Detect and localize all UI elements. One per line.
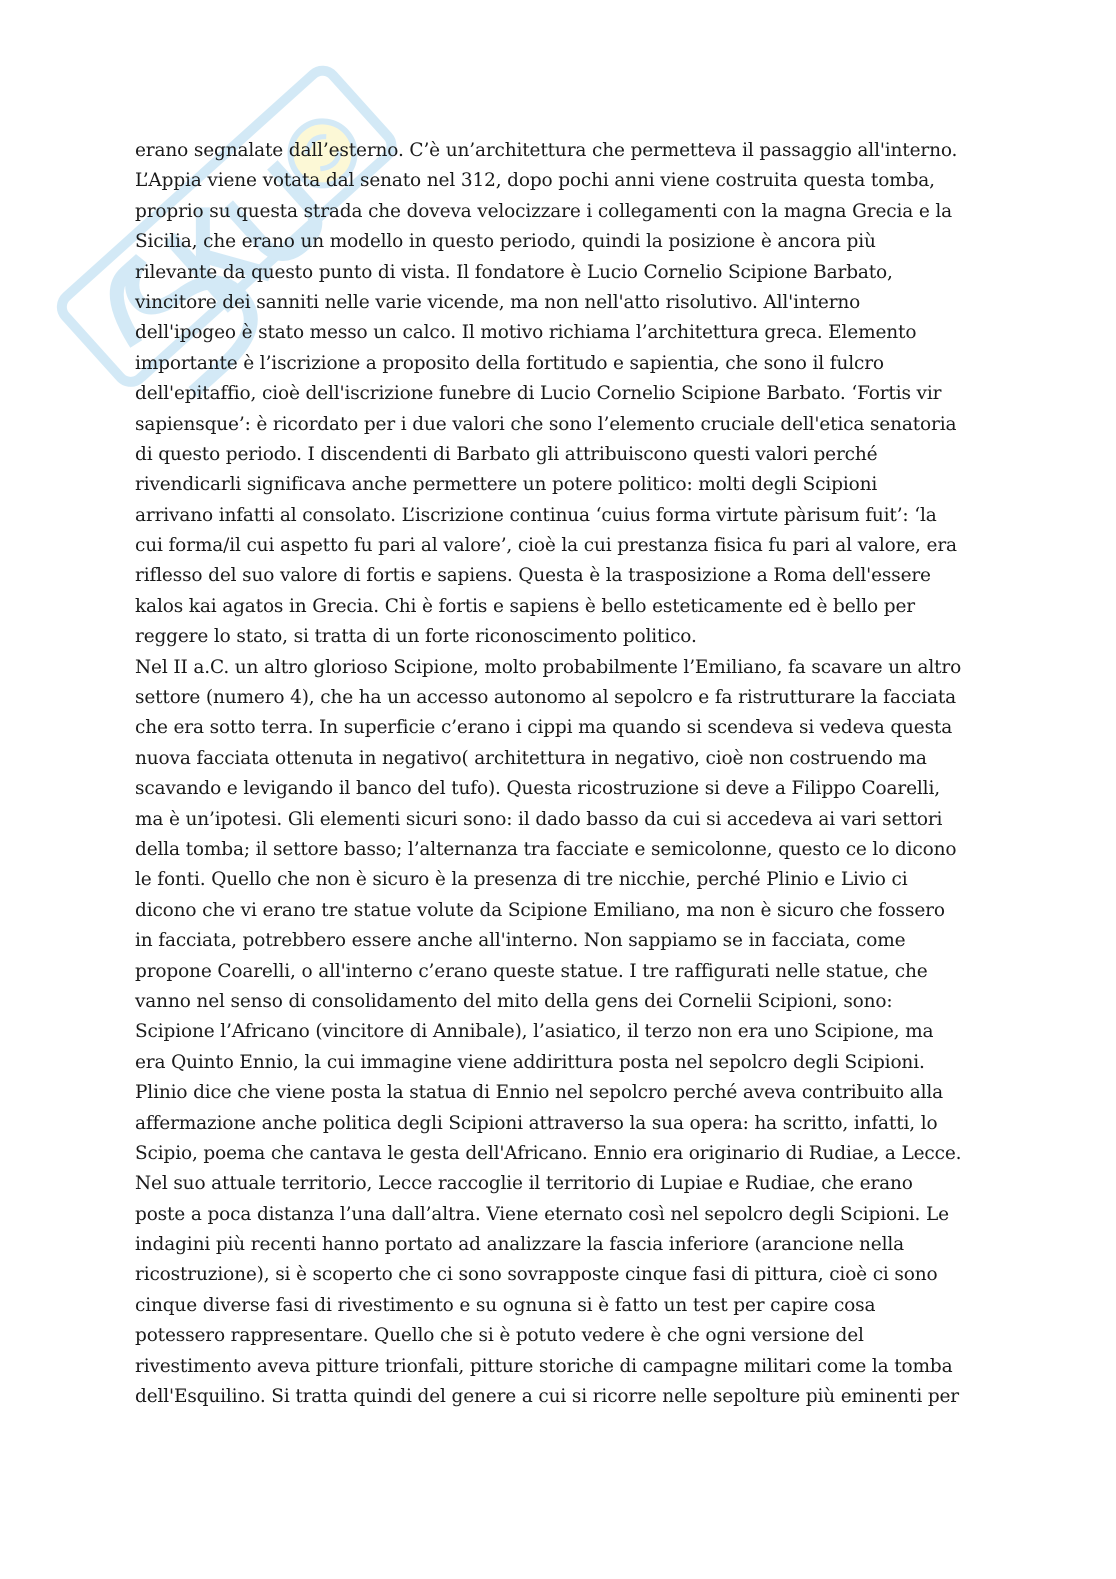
text-line: kalos kai agatos in Grecia. Chi è fortis e sapiens è bello esteticamente ed è bello per [135,595,915,617]
text-line: vincitore dei sanniti nelle varie vicende, ma non nell'atto risolutivo. All'interno [135,291,861,313]
text-line: importante è l’iscrizione a proposito della fortitudo e sapientia, che sono il fulcro [135,352,884,374]
body-text [135,136,985,1412]
text-line: affermazione anche politica degli Scipioni attraverso la sua opera: ha scritto, infatti, lo [135,1112,938,1134]
text-line: cinque diverse fasi di rivestimento e su ognuna si è fatto un test per capire cosa [135,1294,876,1316]
text-line: era Quinto Ennio, la cui immagine viene addirittura posta nel sepolcro degli Scipioni. [135,1051,925,1073]
text-line: di questo periodo. I discendenti di Barbato gli attribuiscono questi valori perché [135,443,878,465]
text-line: erano segnalate dall’esterno. C’è un’architettura che permetteva il passaggio all'interno. [135,140,958,161]
text-line: rivendicarli significava anche permettere un potere politico: molti degli Scipioni [135,474,878,496]
text-line: propone Coarelli, o all'interno c’erano queste statue. I tre raffigurati nelle statue, che [135,960,928,982]
text-line: che era sotto terra. In superficie c’erano i cippi ma quando si scendeva si vedeva questa [135,717,953,739]
text-line: nuova facciata ottenuta in negativo( architettura in negativo, cioè non costruendo ma [135,747,927,769]
text-line: della tomba; il settore basso; l’alternanza tra facciate e semicolonne, questo ce lo dicono [135,838,957,860]
text-line: poste a poca distanza l’una dall’altra. Viene eternato così nel sepolcro degli Scipioni. Le [135,1203,949,1225]
text-line: arrivano infatti al consolato. L’iscrizione continua ‘cuius forma virtute pàrisum fuit’: ‘la [135,504,937,526]
text-line: riflesso del suo valore di fortis e sapiens. Questa è la trasposizione a Roma dell'essere [135,565,931,587]
text-line: ma è un’ipotesi. Gli elementi sicuri sono: il dado basso da cui si accedeva ai vari settori [135,808,943,830]
text-line: Sicilia, che erano un modello in questo periodo, quindi la posizione è ancora più [135,231,876,253]
text-line: Plinio dice che viene posta la statua di Ennio nel sepolcro perché aveva contribuito alla [135,1082,944,1104]
text-line: ricostruzione), si è scoperto che ci sono sovrapposte cinque fasi di pittura, cioè ci sono [135,1264,938,1286]
text-line: reggere lo stato, si tratta di un forte riconoscimento politico. [135,626,697,648]
text-line: le fonti. Quello che non è sicuro è la presenza di tre nicchie, perché Plinio e Livio ci [135,869,908,891]
text-line: Nel II a.C. un altro glorioso Scipione, molto probabilmente l’Emiliano, fa scavare un altro [135,656,962,678]
text-line: scavando e levigando il banco del tufo). Questa ricostruzione si deve a Filippo Coarelli, [135,778,940,800]
text-line: potessero rappresentare. Quello che si è potuto vedere è che ogni versione del [135,1325,864,1347]
text-line: rivestimento aveva pitture trionfali, pitture storiche di campagne militari come la tomba [135,1355,953,1377]
text-line: dell'ipogeo è stato messo un calco. Il motivo richiama l’architettura greca. Elemento [135,322,917,344]
text-line: vanno nel senso di consolidamento del mito della gens dei Cornelii Scipioni, sono: [135,990,893,1012]
text-line: Scipione l’Africano (vincitore di Annibale), l’asiatico, il terzo non era uno Scipione, ma [135,1021,934,1043]
text-line: dicono che vi erano tre statue volute da Scipione Emiliano, ma non è sicuro che fossero [135,899,945,921]
text-line: Scipio, poema che cantava le gesta dell'Africano. Ennio era originario di Rudiae, a Lecce. [135,1142,962,1164]
text-line: proprio su questa strada che doveva velocizzare i collegamenti con la magna Grecia e la [135,200,953,222]
text-line: Nel suo attuale territorio, Lecce raccoglie il territorio di Lupiae e Rudiae, che erano [135,1173,913,1195]
text-line: L’Appia viene votata dal senato nel 312, dopo pochi anni viene costruita questa tomba, [135,170,935,192]
text-line: settore (numero 4), che ha un accesso autonomo al sepolcro e fa ristrutturare la facciata [135,687,956,709]
text-line: rilevante da questo punto di vista. Il fondatore è Lucio Cornelio Scipione Barbato, [135,261,893,283]
text-line: dell'Esquilino. Si tratta quindi del genere a cui si ricorre nelle sepolture più eminenti per [135,1386,959,1408]
text-line: in facciata, potrebbero essere anche all'interno. Non sappiamo se in facciata, come [135,930,906,952]
text-line: cui forma/il cui aspetto fu pari al valore’, cioè la cui prestanza fisica fu pari al valore, era [135,535,957,557]
text-line: indagini più recenti hanno portato ad analizzare la fascia inferiore (arancione nella [135,1234,905,1256]
text-line: sapiensque’: è ricordato per i due valori che sono l’elemento cruciale dell'etica senatoria [135,413,957,435]
text-line: dell'epitaffio, cioè dell'iscrizione funebre di Lucio Cornelio Scipione Barbato. ‘Fortis vir [135,383,942,405]
